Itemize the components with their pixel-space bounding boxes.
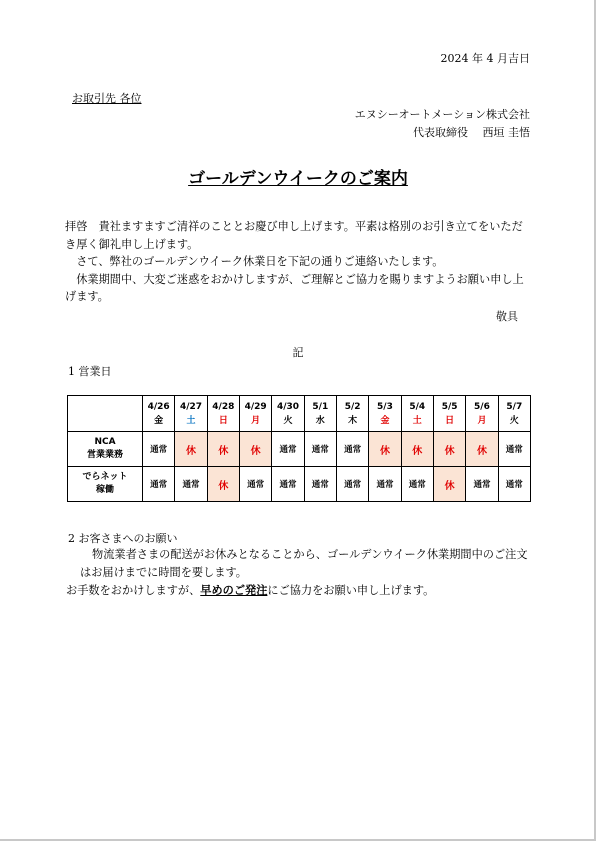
- day-header-4-28: [207, 396, 239, 432]
- day-weekday: 月: [477, 415, 487, 426]
- table-cell: 休: [207, 467, 239, 502]
- day-weekday: 火: [283, 415, 293, 426]
- greeting-paragraph-1: 拝啓 貴社ますますご清祥のこととお慶び申し上げます。平素は格別のお引き立てをいただき厚く御礼申し上げます。: [65, 220, 523, 251]
- table-cell: 通常: [272, 467, 304, 502]
- day-header-5-1: [304, 396, 336, 432]
- day-date: 5/4: [409, 401, 426, 412]
- document-title: [0, 164, 596, 189]
- table-cell: 通常: [466, 467, 498, 502]
- row-label-line1: NCA: [94, 437, 116, 447]
- day-date: 5/2: [344, 401, 361, 412]
- table-header-row: [68, 396, 531, 432]
- greeting-body: [65, 218, 531, 306]
- day-weekday: 金: [154, 415, 164, 426]
- day-date: 4/27: [179, 401, 203, 412]
- day-header-5-6: [466, 396, 498, 432]
- day-date: 5/5: [441, 401, 458, 412]
- table-cell: 休: [369, 432, 401, 467]
- table-cell: 休: [239, 432, 271, 467]
- table-cell: 通常: [272, 432, 304, 467]
- request-body: [66, 546, 535, 600]
- table-cell: 通常: [143, 467, 175, 502]
- early-order-emphasis: 早めのご発注: [200, 584, 268, 597]
- row-label-line2: 稼働: [95, 485, 114, 495]
- recipient: お取引先 各位: [72, 92, 142, 105]
- greeting-paragraph-3: 休業期間中、大変ご迷惑をおかけしますが、ご理解とご協力を賜りますようお願い申し上げます。: [65, 272, 524, 303]
- request-line-1: 物流業者さまの配送がお休みとなることから、ゴールデンウイーク休業期間中のご注文はお届けまでに時間を要します。: [80, 548, 528, 579]
- day-header-5-2: [336, 396, 368, 432]
- table-cell: 通常: [401, 467, 433, 502]
- issue-date: 2024 年 4 月吉日: [440, 52, 530, 65]
- row-label: [68, 467, 143, 502]
- table-cell: 通常: [369, 467, 401, 502]
- day-header-4-30: [272, 396, 304, 432]
- request-text-before: お手数をおかけしますが、: [66, 584, 201, 597]
- day-date: 4/30: [276, 401, 300, 412]
- table-cell: 通常: [336, 467, 368, 502]
- greeting-paragraph-2: さて、弊社のゴールデンウイーク休業日を下記の通りご連絡いたします。: [65, 255, 444, 268]
- day-header-5-7: [498, 396, 530, 432]
- day-date: 5/1: [312, 401, 329, 412]
- day-weekday: 金: [380, 415, 390, 426]
- table-cell: 通常: [498, 467, 530, 502]
- table-cell: 休: [433, 467, 465, 502]
- day-weekday: 月: [251, 415, 261, 426]
- table-row: [68, 467, 531, 502]
- table-row: [68, 432, 531, 467]
- table-cell: 通常: [239, 467, 271, 502]
- day-header-4-26: [143, 396, 175, 432]
- day-header-5-5: [433, 396, 465, 432]
- row-label: [68, 432, 143, 467]
- day-date: 5/6: [474, 401, 490, 412]
- ki-heading: 記: [292, 346, 304, 359]
- day-header-5-4: [401, 396, 433, 432]
- title-text: ゴールデンウイークのご案内: [188, 169, 408, 189]
- business-days-table: [67, 395, 531, 502]
- representative: 代表取締役 西垣 圭悟: [413, 126, 530, 139]
- company-name: エヌシーオートメーション株式会社: [354, 108, 530, 121]
- day-header-5-3: [369, 396, 401, 432]
- day-date: 5/3: [377, 401, 393, 412]
- table-corner: [68, 396, 143, 432]
- table-cell: 休: [175, 432, 207, 467]
- table-cell: 通常: [143, 432, 175, 467]
- day-date: 4/29: [244, 401, 267, 412]
- day-date: 4/28: [212, 401, 235, 412]
- day-weekday: 土: [412, 415, 422, 426]
- section-2-heading: 2 お客さまへのお願い: [68, 532, 178, 545]
- table-cell: 休: [401, 432, 433, 467]
- day-weekday: 日: [445, 415, 455, 426]
- table-cell: 休: [466, 432, 498, 467]
- table-cell: 通常: [304, 467, 336, 502]
- request-line-2: [66, 582, 535, 600]
- day-header-4-27: [175, 396, 207, 432]
- table-cell: 通常: [304, 432, 336, 467]
- row-label-line1: でらネット: [82, 472, 128, 482]
- section-1-heading: 1 営業日: [68, 365, 112, 378]
- day-weekday: 火: [509, 415, 519, 426]
- day-header-4-29: [239, 396, 271, 432]
- day-date: 5/7: [506, 401, 523, 412]
- table-cell: 休: [433, 432, 465, 467]
- closing-keigu: 敬具: [496, 310, 518, 323]
- day-date: 4/26: [147, 401, 170, 412]
- table-cell: 通常: [175, 467, 207, 502]
- table-cell: 通常: [498, 432, 530, 467]
- row-label-line2: 営業業務: [86, 450, 123, 460]
- day-weekday: 木: [348, 415, 358, 426]
- request-text-after: にご協力をお願い申し上げます。: [267, 584, 435, 597]
- day-weekday: 水: [315, 415, 325, 426]
- table-cell: 通常: [336, 432, 368, 467]
- day-weekday: 土: [186, 415, 196, 426]
- day-weekday: 日: [218, 415, 228, 426]
- table-cell: 休: [207, 432, 239, 467]
